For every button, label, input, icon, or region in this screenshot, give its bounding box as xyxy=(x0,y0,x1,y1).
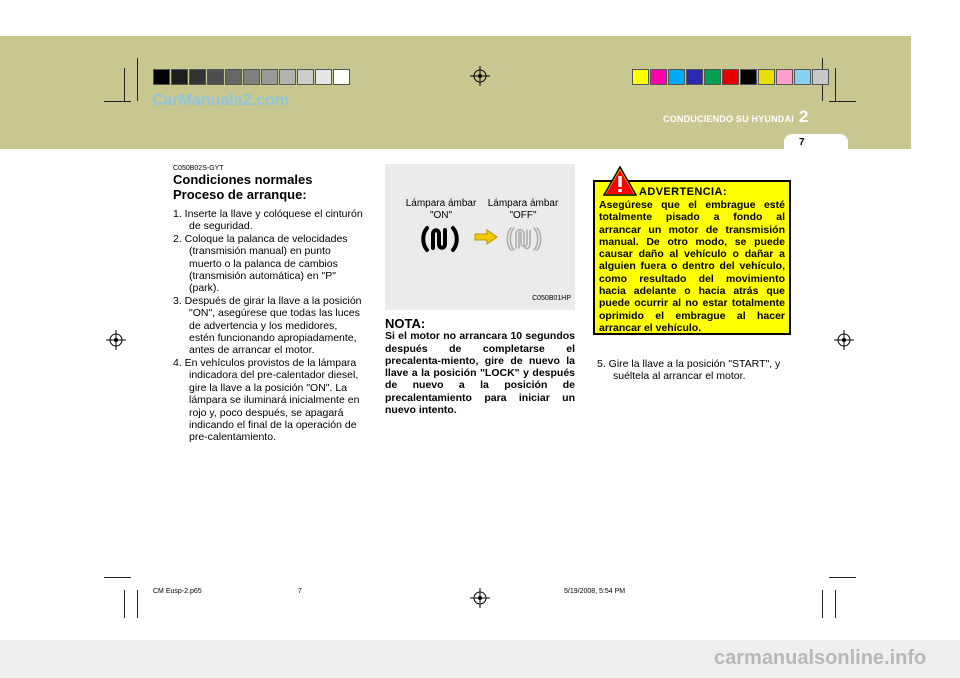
swatch xyxy=(315,69,332,85)
swatch xyxy=(297,69,314,85)
steps-list xyxy=(173,208,363,444)
step-1: 1. Inserte la llave y colóquese el cinturón de seguridad. xyxy=(173,208,363,233)
note-body: Si el motor no arrancara 10 segundos después de completarse el precalenta-miento, gire de nuevo la llave a la posición "LOCK" y después de nuevo a la posición de precalentamiento para iniciar un nuevo intento. xyxy=(385,330,575,417)
swatch xyxy=(776,69,793,85)
page-tab xyxy=(784,134,848,150)
warning-box xyxy=(593,180,791,335)
swatch xyxy=(704,69,721,85)
watermark-top[interactable]: CarManuals2.com xyxy=(152,92,289,109)
section-heading-line2: Proceso de arranque: xyxy=(173,187,307,202)
lamp-on-label-line1: Lámpara ámbar xyxy=(405,198,477,209)
swatch xyxy=(740,69,757,85)
glow-plug-on-icon xyxy=(421,224,459,254)
section-heading-line1: Condiciones normales xyxy=(173,172,313,187)
footer-page: 7 xyxy=(298,588,302,595)
chapter-title: CONDUCIENDO SU HYUNDAI xyxy=(663,114,794,124)
registration-mark-icon xyxy=(834,330,854,350)
registration-mark-icon xyxy=(470,66,490,86)
warning-triangle-icon xyxy=(603,166,637,196)
swatch xyxy=(243,69,260,85)
swatch xyxy=(668,69,685,85)
glow-plug-lamp-figure xyxy=(385,164,575,310)
color-swatches xyxy=(632,69,830,85)
step-4: 4. En vehículos provistos de la lámpara indicadora del pre-calentador diesel, gire la llave a la posición "ON". La lámpara se iluminará inicialmente en rojo y, poco después, se apagará indicando el final de la operación de pre-calentamiento. xyxy=(173,356,360,444)
lamp-on-label xyxy=(399,198,483,222)
swatch xyxy=(794,69,811,85)
figure-code: C050B01HP xyxy=(532,295,571,302)
registration-mark-icon xyxy=(470,588,490,608)
registration-mark-icon xyxy=(106,330,126,350)
arrow-right-icon xyxy=(473,228,499,246)
lamp-off-label xyxy=(481,198,565,222)
swatch xyxy=(812,69,829,85)
watermark-bottom[interactable]: carmanualsonline.info xyxy=(714,647,927,669)
step-2: 2. Coloque la palanca de velocidades (transmisión manual) en punto muerto o la palanca de cambios (transmisión automática) en "P" (park). xyxy=(173,232,348,295)
lamp-off-label-line2: "OFF" xyxy=(509,210,537,221)
grayscale-swatches xyxy=(153,69,351,85)
swatch xyxy=(225,69,242,85)
chapter-number: 2 xyxy=(799,107,809,126)
swatch xyxy=(758,69,775,85)
step-3: 3. Después de girar la llave a la posición "ON", asegúrese que todas las luces de advertencia y los medidores, estén funcionando apropiadamente, antes de arrancar el motor. xyxy=(173,294,362,357)
swatch xyxy=(207,69,224,85)
note-block xyxy=(385,318,575,416)
swatch xyxy=(279,69,296,85)
page-number: 7 xyxy=(799,137,805,148)
swatch xyxy=(261,69,278,85)
glow-plug-off-icon xyxy=(505,224,543,254)
swatch xyxy=(189,69,206,85)
starting-procedure-section xyxy=(173,165,363,444)
warning-title: ADVERTENCIA: xyxy=(639,186,727,198)
swatch xyxy=(632,69,649,85)
lamp-off-label-line1: Lámpara ámbar xyxy=(487,198,559,209)
warning-body: Asegúrese que el embrague esté totalmente pisado a fondo al arrancar un motor de transmisión manual. De otro modo, se puede causar daño al vehículo o dañar a alguien fuera o dentro del vehículo, como resultado del movimiento hacia adelante o hacia atrás que puede ocurrir al no estar totalmente oprimido el embrague al hacer arrancar el vehículo. xyxy=(599,199,785,334)
section-code: C050B02S-GYT xyxy=(173,165,224,172)
swatch xyxy=(686,69,703,85)
lamp-on-label-line2: "ON" xyxy=(429,210,453,221)
swatch xyxy=(171,69,188,85)
swatch xyxy=(333,69,350,85)
swatch xyxy=(650,69,667,85)
swatch xyxy=(153,69,170,85)
footer-datetime: 5/19/2008, 5:54 PM xyxy=(564,588,626,595)
footer-filename: CM Eusp-2.p65 xyxy=(153,588,202,595)
note-title: NOTA: xyxy=(385,316,426,331)
swatch xyxy=(722,69,739,85)
step-5: 5. Gire la llave a la posición "START", y suéltela al arrancar el motor. xyxy=(597,358,781,383)
